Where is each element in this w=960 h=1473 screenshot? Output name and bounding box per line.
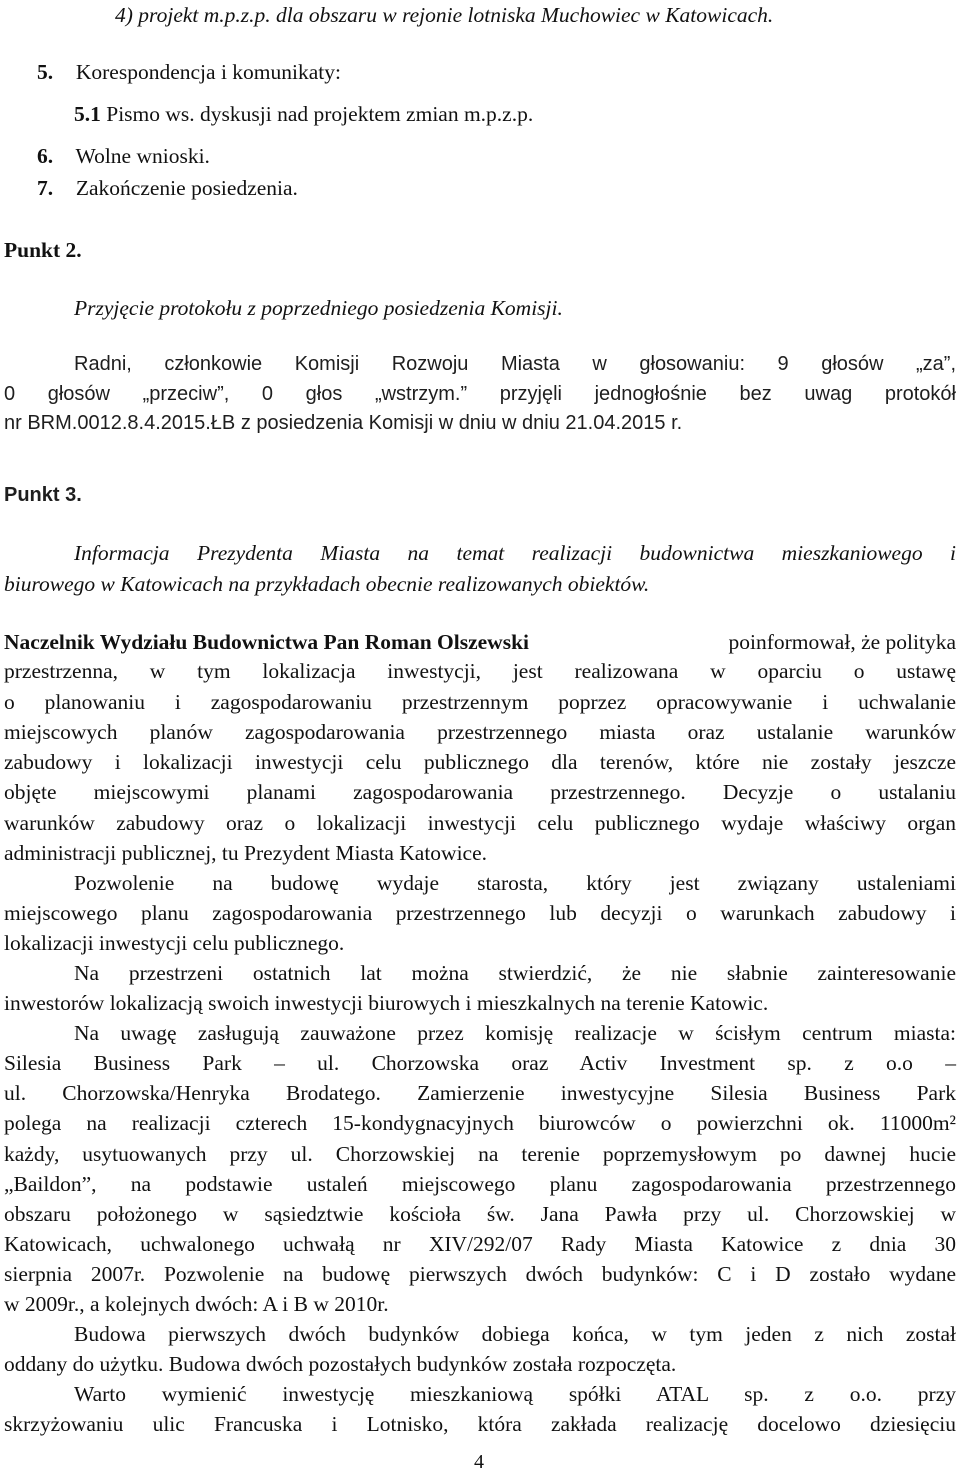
paragraph-4-line-10: w 2009r., a kolejnych dwóch: A i B w 2010r.	[4, 1292, 389, 1316]
paragraph-6-line-1: Warto wymienić inwestycję mieszkaniową spółki ATAL sp. z o.o. przy	[74, 1382, 956, 1406]
punkt-3-heading: Punkt 3.	[4, 484, 82, 506]
paragraph-3-line-1: Na przestrzeni ostatnich lat można stwierdzić, że nie słabnie zainteresowanie	[74, 961, 956, 985]
agenda-item-7-text: Zakończenie posiedzenia.	[75, 176, 298, 200]
punkt-3-title-line-1: Informacja Prezydenta Miasta na temat realizacji budownictwa mieszkaniowego i	[74, 541, 956, 565]
paragraph-1-line-2: przestrzenna, w tym lokalizacja inwestycji, jest realizowana w oparciu o ustawę	[4, 659, 956, 683]
agenda-item-7	[37, 178, 298, 200]
agenda-item-6	[37, 146, 210, 168]
punkt-3-title-line-2: biurowego w Katowicach na przykładach obecnie realizowanych obiektów.	[4, 572, 650, 596]
punkt-2-heading: Punkt 2.	[4, 238, 82, 262]
paragraph-4-line-6: „Baildon”, na podstawie ustaleń miejscowego planu zagospodarowania przestrzennego	[4, 1172, 956, 1196]
page-number: 4	[474, 1451, 484, 1473]
paragraph-4-line-2: Silesia Business Park – ul. Chorzowska oraz Activ Investment sp. z o.o –	[4, 1051, 956, 1075]
agenda-item-5-text: Korespondencja i komunikaty:	[75, 60, 341, 84]
paragraph-1-line-5: zabudowy i lokalizacji inwestycji celu publicznego dla terenów, które nie zostały jeszcze	[4, 750, 956, 774]
naczelnik-name: Naczelnik Wydziału Budownictwa Pan Roman Olszewski	[4, 630, 530, 654]
agenda-item-7-number: 7.	[37, 176, 54, 200]
agenda-item-5-1-number: 5.1	[74, 102, 101, 126]
agenda-item-6-number: 6.	[37, 144, 54, 168]
paragraph-6-line-2: skrzyżowaniu ulic Francuska i Lotnisko, która zakłada realizację docelowo dziesięciu	[4, 1412, 956, 1436]
paragraph-4-line-4: polega na realizacji czterech 15-kondygnacyjnych biurowców o powierzchni ok. 11000m²	[4, 1111, 956, 1135]
paragraph-4-line-1: Na uwagę zasługują zauważone przez komisję realizacje w ścisłym centrum miasta:	[74, 1021, 956, 1045]
paragraph-3-line-2: inwestorów lokalizacją swoich inwestycji biurowych i mieszkalnych na terenie Katowic.	[4, 991, 769, 1015]
punkt-2-title: Przyjęcie protokołu z poprzedniego posiedzenia Komisji.	[74, 296, 563, 320]
paragraph-1-line-8: administracji publicznej, tu Prezydent Miasta Katowice.	[4, 841, 488, 865]
paragraph-1-line-1-text: poinformował, że polityka	[728, 630, 956, 654]
agenda-item-5-number: 5.	[37, 60, 54, 84]
punkt-2-line-3: nr BRM.0012.8.4.2015.ŁB z posiedzenia Komisji w dniu w dniu 21.04.2015 r.	[4, 412, 683, 434]
paragraph-4-line-3: ul. Chorzowska/Henryka Brodatego. Zamierzenie inwestycyjne Silesia Business Park	[4, 1081, 956, 1105]
paragraph-2-line-3: lokalizacji inwestycji celu publicznego.	[4, 931, 345, 955]
agenda-item-4-4: 4) projekt m.p.z.p. dla obszaru w rejonie lotniska Muchowiec w Katowicach.	[115, 3, 774, 27]
paragraph-4-line-5: każdy, usytuowanych przy ul. Chorzowskiej na terenie poprzemysłowym po dawnej hucie	[4, 1142, 956, 1166]
paragraph-4-line-8: Katowicach, uchwalonego uchwałą nr XIV/292/07 Rady Miasta Katowice z dnia 30	[4, 1232, 956, 1256]
punkt-2-line-2: 0 głosów „przeciw”, 0 głos „wstrzym.” przyjęli jednogłośnie bez uwag protokół	[4, 383, 956, 405]
paragraph-5-line-2: oddany do użytku. Budowa dwóch pozostałych budynków została rozpoczęta.	[4, 1352, 677, 1376]
paragraph-5-line-1: Budowa pierwszych dwóch budynków dobiega końca, w tym jeden z nich został	[74, 1322, 956, 1346]
paragraph-4-line-7: obszaru położonego w sąsiedztwie kościoła św. Jana Pawła przy ul. Chorzowskiej w	[4, 1202, 956, 1226]
agenda-item-6-text: Wolne wnioski.	[75, 144, 210, 168]
agenda-item-5	[37, 62, 341, 84]
paragraph-1-line-6: objęte miejscowymi planami zagospodarowania przestrzennego. Decyzje o ustalaniu	[4, 780, 956, 804]
paragraph-1-line-3: o planowaniu i zagospodarowaniu przestrzennym poprzez opracowywanie i uchwalanie	[4, 690, 956, 714]
agenda-item-5-1-text: Pismo ws. dyskusji nad projektem zmian m.p.z.p.	[106, 102, 534, 126]
paragraph-2-line-1: Pozwolenie na budowę wydaje starosta, który jest związany ustaleniami	[74, 871, 956, 895]
paragraph-1-line-4: miejscowych planów zagospodarowania przestrzennego miasta oraz ustalanie warunków	[4, 720, 956, 744]
agenda-item-5-1	[74, 104, 533, 126]
punkt-2-line-1: Radni, członkowie Komisji Rozwoju Miasta w głosowaniu: 9 głosów „za”,	[74, 353, 956, 375]
paragraph-2-line-2: miejscowego planu zagospodarowania przestrzennego lub decyzji o warunkach zabudowy i	[4, 901, 956, 925]
paragraph-4-line-9: sierpnia 2007r. Pozwolenie na budowę pierwszych dwóch budynków: C i D zostało wydane	[4, 1262, 956, 1286]
paragraph-1-line-7: warunków zabudowy oraz o lokalizacji inwestycji celu publicznego wydaje właściwy organ	[4, 811, 956, 835]
paragraph-1-line-1	[4, 632, 956, 654]
